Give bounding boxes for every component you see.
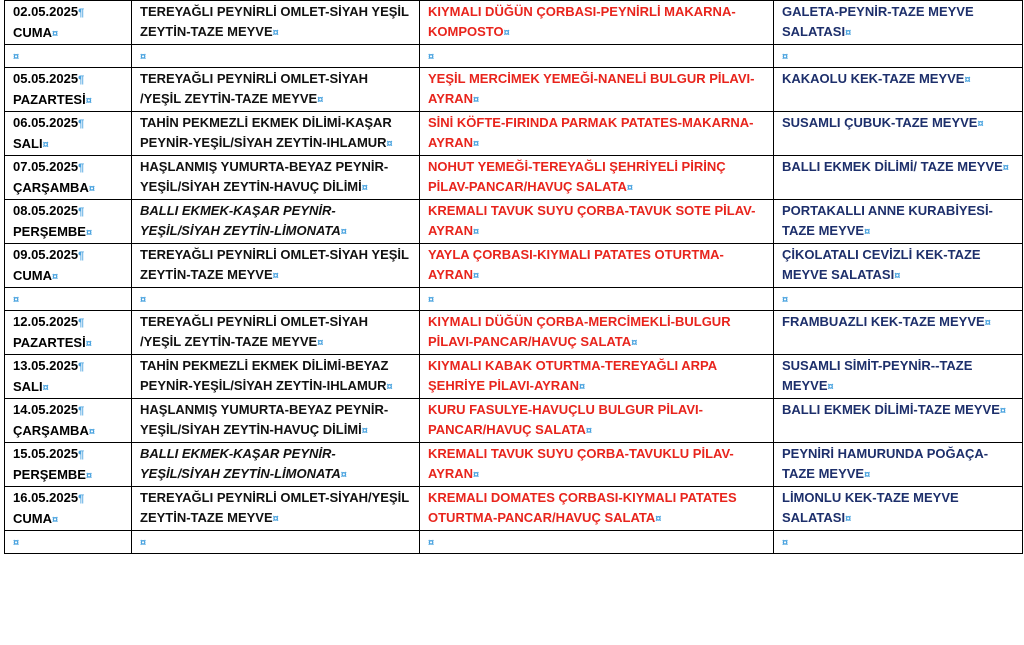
cell-end-mark-icon: ¤ <box>473 226 480 238</box>
snack-cell <box>774 68 1023 112</box>
cell-end-mark-icon: ¤ <box>317 94 324 106</box>
snack-cell <box>774 443 1023 487</box>
cell-end-mark-icon: ¤ <box>473 138 480 150</box>
date-line <box>13 245 123 266</box>
date-line <box>13 157 123 178</box>
date-cell <box>5 1 132 45</box>
lunch-text: YAYLA ÇORBASI-KIYMALI PATATES OTURTMA-AYRAN <box>428 247 724 282</box>
snack-text: PEYNİRİ HAMURUNDA POĞAÇA-TAZE MEYVE <box>782 446 989 481</box>
breakfast-cell <box>132 200 420 244</box>
day-line <box>13 509 123 530</box>
paragraph-mark-icon: ¶ <box>78 162 85 174</box>
cell-end-mark-icon: ¤ <box>428 51 435 63</box>
date-cell <box>5 399 132 443</box>
date-cell <box>5 68 132 112</box>
snack-text: SUSAMLI ÇUBUK-TAZE MEYVE <box>782 115 978 130</box>
cell-end-mark-icon: ¤ <box>13 294 20 306</box>
cell-end-mark-icon: ¤ <box>864 226 871 238</box>
cell-end-mark-icon: ¤ <box>585 425 593 437</box>
breakfast-cell <box>132 399 420 443</box>
cell-end-mark-icon: ¤ <box>52 271 59 283</box>
cell-end-mark-icon: ¤ <box>52 514 59 526</box>
day-text: ÇARŞAMBA <box>13 423 89 438</box>
date-text: 08.05.2025 <box>13 203 79 218</box>
table-row <box>5 311 1023 355</box>
cell-end-mark-icon: ¤ <box>503 27 510 39</box>
day-line <box>13 421 123 442</box>
lunch-text: KIYMALI KABAK OTURTMA-TEREYAĞLI ARPA ŞEHRİYE PİLAVI-AYRAN <box>428 358 717 393</box>
snack-cell <box>774 355 1023 399</box>
lunch-text: NOHUT YEMEĞİ-TEREYAĞLI ŞEHRİYELİ PİRİNÇ PİLAV-PANCAR/HAVUÇ SALATA <box>428 159 726 194</box>
breakfast-cell <box>132 156 420 200</box>
paragraph-mark-icon: ¶ <box>78 118 85 130</box>
breakfast-text: BALLI EKMEK-KAŞAR PEYNİR-YEŞİL/SİYAH ZEYTİN-LİMONATA <box>140 446 341 481</box>
cell-end-mark-icon: ¤ <box>85 470 93 482</box>
breakfast-text: TAHİN PEKMEZLİ EKMEK DİLİMİ-KAŞAR PEYNİR-YEŞİL/SİYAH ZEYTİN-IHLAMUR <box>140 115 392 150</box>
empty-cell <box>132 531 420 554</box>
lunch-cell <box>420 68 774 112</box>
date-cell <box>5 112 132 156</box>
cell-end-mark-icon: ¤ <box>626 182 633 194</box>
day-text: SALI <box>13 379 43 394</box>
table-row <box>5 45 1023 68</box>
day-text: CUMA <box>13 268 52 283</box>
empty-cell <box>5 288 132 311</box>
day-line <box>13 465 123 486</box>
snack-cell <box>774 156 1023 200</box>
date-text: 06.05.2025 <box>13 115 79 130</box>
day-text: PAZARTESİ <box>13 335 86 350</box>
date-line <box>13 444 123 465</box>
empty-cell <box>132 45 420 68</box>
table-row <box>5 68 1023 112</box>
cell-end-mark-icon: ¤ <box>655 513 662 525</box>
day-text: PERŞEMBE <box>13 224 86 239</box>
empty-cell <box>5 45 132 68</box>
breakfast-text: HAŞLANMIŞ YUMURTA-BEYAZ PEYNİR-YEŞİL/SİYAH ZEYTİN-HAVUÇ DİLİMİ <box>140 159 389 194</box>
day-line <box>13 23 123 44</box>
day-line <box>13 134 123 155</box>
date-cell <box>5 311 132 355</box>
lunch-cell <box>420 112 774 156</box>
snack-cell <box>774 311 1023 355</box>
cell-end-mark-icon: ¤ <box>894 270 901 282</box>
cell-end-mark-icon: ¤ <box>272 270 279 282</box>
breakfast-text: TEREYAĞLI PEYNİRLİ OMLET-SİYAH YEŞİL ZEYTİN-TAZE MEYVE <box>140 4 409 39</box>
day-line <box>13 266 123 287</box>
lunch-text: KIYMALI DÜĞÜN ÇORBASI-PEYNİRLİ MAKARNA-KOMPOSTO <box>428 4 736 39</box>
cell-end-mark-icon: ¤ <box>964 74 971 86</box>
empty-cell <box>5 531 132 554</box>
breakfast-text: TAHİN PEKMEZLİ EKMEK DİLİMİ-BEYAZ PEYNİR-YEŞİL/SİYAH ZEYTİN-IHLAMUR <box>140 358 389 393</box>
empty-cell <box>420 288 774 311</box>
cell-end-mark-icon: ¤ <box>782 51 789 63</box>
cell-end-mark-icon: ¤ <box>473 94 480 106</box>
date-text: 14.05.2025 <box>13 402 79 417</box>
cell-end-mark-icon: ¤ <box>85 227 93 239</box>
table-row <box>5 399 1023 443</box>
snack-cell <box>774 112 1023 156</box>
paragraph-mark-icon: ¶ <box>78 74 85 86</box>
cell-end-mark-icon: ¤ <box>845 513 852 525</box>
lunch-text: YEŞİL MERCİMEK YEMEĞİ-NANELİ BULGUR PİLAVI-AYRAN <box>428 71 755 106</box>
cell-end-mark-icon: ¤ <box>140 51 147 63</box>
snack-text: GALETA-PEYNİR-TAZE MEYVE SALATASI <box>782 4 974 39</box>
lunch-text: KURU FASULYE-HAVUÇLU BULGUR PİLAVI-PANCAR/HAVUÇ SALATA <box>428 402 703 437</box>
breakfast-text: TEREYAĞLI PEYNİRLİ OMLET-SİYAH/YEŞİL ZEYTİN-TAZE MEYVE <box>140 490 409 525</box>
breakfast-cell <box>132 244 420 288</box>
snack-cell <box>774 1 1023 45</box>
paragraph-mark-icon: ¶ <box>78 449 85 461</box>
lunch-cell <box>420 399 774 443</box>
snack-text: BALLI EKMEK DİLİMİ/ TAZE MEYVE <box>782 159 1003 174</box>
lunch-cell <box>420 156 774 200</box>
lunch-text: KREMALI TAVUK SUYU ÇORBA-TAVUK SOTE PİLAV-AYRAN <box>428 203 756 238</box>
cell-end-mark-icon: ¤ <box>361 182 368 194</box>
cell-end-mark-icon: ¤ <box>984 317 991 329</box>
empty-cell <box>420 45 774 68</box>
cell-end-mark-icon: ¤ <box>782 294 789 306</box>
table-row <box>5 288 1023 311</box>
cell-end-mark-icon: ¤ <box>827 381 834 393</box>
day-text: CUMA <box>13 511 52 526</box>
cell-end-mark-icon: ¤ <box>578 381 586 393</box>
date-line <box>13 488 123 509</box>
table-row <box>5 112 1023 156</box>
day-line <box>13 222 123 243</box>
day-line <box>13 90 123 111</box>
lunch-text: SİNİ KÖFTE-FIRINDA PARMAK PATATES-MAKARNA-AYRAN <box>428 115 754 150</box>
table-row <box>5 200 1023 244</box>
lunch-text: KIYMALI DÜĞÜN ÇORBA-MERCİMEKLİ-BULGUR PİLAVI-PANCAR/HAVUÇ SALATA <box>428 314 731 349</box>
breakfast-cell <box>132 355 420 399</box>
lunch-text: KREMALI TAVUK SUYU ÇORBA-TAVUKLU PİLAV-AYRAN <box>428 446 734 481</box>
lunch-cell <box>420 200 774 244</box>
cell-end-mark-icon: ¤ <box>473 270 480 282</box>
breakfast-cell <box>132 112 420 156</box>
cell-end-mark-icon: ¤ <box>13 51 20 63</box>
cell-end-mark-icon: ¤ <box>340 226 347 238</box>
paragraph-mark-icon: ¶ <box>78 206 85 218</box>
date-line <box>13 400 123 421</box>
breakfast-cell <box>132 487 420 531</box>
table-row <box>5 531 1023 554</box>
day-text: SALI <box>13 136 43 151</box>
cell-end-mark-icon: ¤ <box>85 338 92 350</box>
cell-end-mark-icon: ¤ <box>140 294 147 306</box>
lunch-text: KREMALI DOMATES ÇORBASI-KIYMALI PATATES OTURTMA-PANCAR/HAVUÇ SALATA <box>428 490 737 525</box>
cell-end-mark-icon: ¤ <box>428 537 435 549</box>
snack-text: BALLI EKMEK DİLİMİ-TAZE MEYVE <box>782 402 1000 417</box>
date-cell <box>5 244 132 288</box>
date-line <box>13 2 123 23</box>
table-row <box>5 487 1023 531</box>
date-line <box>13 69 123 90</box>
date-text: 13.05.2025 <box>13 358 79 373</box>
day-text: ÇARŞAMBA <box>13 180 89 195</box>
lunch-cell <box>420 355 774 399</box>
lunch-cell <box>420 1 774 45</box>
empty-cell <box>774 531 1023 554</box>
lunch-cell <box>420 244 774 288</box>
date-text: 12.05.2025 <box>13 314 79 329</box>
cell-end-mark-icon: ¤ <box>428 294 435 306</box>
cell-end-mark-icon: ¤ <box>361 425 368 437</box>
paragraph-mark-icon: ¶ <box>78 405 85 417</box>
cell-end-mark-icon: ¤ <box>386 381 393 393</box>
cell-end-mark-icon: ¤ <box>42 382 49 394</box>
cell-end-mark-icon: ¤ <box>13 537 20 549</box>
table-row <box>5 1 1023 45</box>
snack-text: ÇİKOLATALI CEVİZLİ KEK-TAZE MEYVE SALATASI <box>782 247 981 282</box>
empty-cell <box>420 531 774 554</box>
cell-end-mark-icon: ¤ <box>85 95 92 107</box>
paragraph-mark-icon: ¶ <box>78 317 85 329</box>
lunch-cell <box>420 443 774 487</box>
snack-cell <box>774 244 1023 288</box>
paragraph-mark-icon: ¶ <box>78 7 85 19</box>
breakfast-cell <box>132 443 420 487</box>
cell-end-mark-icon: ¤ <box>88 183 95 195</box>
table-row <box>5 244 1023 288</box>
snack-text: FRAMBUAZLI KEK-TAZE MEYVE <box>782 314 985 329</box>
cell-end-mark-icon: ¤ <box>782 537 789 549</box>
cell-end-mark-icon: ¤ <box>52 28 59 40</box>
cell-end-mark-icon: ¤ <box>272 513 279 525</box>
breakfast-cell <box>132 311 420 355</box>
empty-cell <box>774 288 1023 311</box>
cell-end-mark-icon: ¤ <box>631 337 638 349</box>
cell-end-mark-icon: ¤ <box>272 27 279 39</box>
day-line <box>13 333 123 354</box>
cell-end-mark-icon: ¤ <box>977 118 984 130</box>
lunch-cell <box>420 311 774 355</box>
date-text: 05.05.2025 <box>13 71 79 86</box>
date-cell <box>5 487 132 531</box>
date-text: 02.05.2025 <box>13 4 79 19</box>
empty-cell <box>132 288 420 311</box>
snack-cell <box>774 200 1023 244</box>
cell-end-mark-icon: ¤ <box>88 426 95 438</box>
day-text: PAZARTESİ <box>13 92 86 107</box>
paragraph-mark-icon: ¶ <box>78 250 85 262</box>
paragraph-mark-icon: ¶ <box>78 493 85 505</box>
date-cell <box>5 355 132 399</box>
day-text: CUMA <box>13 25 52 40</box>
date-text: 09.05.2025 <box>13 247 79 262</box>
date-text: 15.05.2025 <box>13 446 79 461</box>
cell-end-mark-icon: ¤ <box>140 537 147 549</box>
breakfast-text: HAŞLANMIŞ YUMURTA-BEYAZ PEYNİR-YEŞİL/SİYAH ZEYTİN-HAVUÇ DİLİMİ <box>140 402 389 437</box>
date-line <box>13 113 123 134</box>
date-line <box>13 312 123 333</box>
breakfast-cell <box>132 1 420 45</box>
date-text: 16.05.2025 <box>13 490 79 505</box>
table-row <box>5 156 1023 200</box>
day-line <box>13 178 123 199</box>
snack-text: LİMONLU KEK-TAZE MEYVE SALATASI <box>782 490 959 525</box>
empty-cell <box>774 45 1023 68</box>
date-cell <box>5 156 132 200</box>
date-cell <box>5 200 132 244</box>
date-line <box>13 201 123 222</box>
paragraph-mark-icon: ¶ <box>78 361 85 373</box>
breakfast-text: TEREYAĞLI PEYNİRLİ OMLET-SİYAH /YEŞİL ZEYTİN-TAZE MEYVE <box>140 71 369 106</box>
cell-end-mark-icon: ¤ <box>42 139 49 151</box>
date-line <box>13 356 123 377</box>
table-row <box>5 443 1023 487</box>
meal-menu-table <box>4 0 1023 554</box>
date-text: 07.05.2025 <box>13 159 79 174</box>
cell-end-mark-icon: ¤ <box>864 469 871 481</box>
snack-cell <box>774 399 1023 443</box>
breakfast-cell <box>132 68 420 112</box>
breakfast-text: TEREYAĞLI PEYNİRLİ OMLET-SİYAH YEŞİL ZEYTİN-TAZE MEYVE <box>140 247 409 282</box>
cell-end-mark-icon: ¤ <box>340 469 347 481</box>
breakfast-text: TEREYAĞLI PEYNİRLİ OMLET-SİYAH /YEŞİL ZEYTİN-TAZE MEYVE <box>140 314 369 349</box>
lunch-cell <box>420 487 774 531</box>
breakfast-text: BALLI EKMEK-KAŞAR PEYNİR-YEŞİL/SİYAH ZEYTİN-LİMONATA <box>140 203 341 238</box>
snack-text: PORTAKALLI ANNE KURABİYESİ-TAZE MEYVE <box>782 203 993 238</box>
cell-end-mark-icon: ¤ <box>386 138 393 150</box>
cell-end-mark-icon: ¤ <box>1002 162 1009 174</box>
snack-text: SUSAMLI SİMİT-PEYNİR--TAZE MEYVE <box>782 358 973 393</box>
snack-cell <box>774 487 1023 531</box>
snack-text: KAKAOLU KEK-TAZE MEYVE <box>782 71 965 86</box>
cell-end-mark-icon: ¤ <box>999 405 1006 417</box>
day-line <box>13 377 123 398</box>
cell-end-mark-icon: ¤ <box>473 469 480 481</box>
cell-end-mark-icon: ¤ <box>845 27 852 39</box>
date-cell <box>5 443 132 487</box>
cell-end-mark-icon: ¤ <box>317 337 324 349</box>
table-row <box>5 355 1023 399</box>
day-text: PERŞEMBE <box>13 467 86 482</box>
